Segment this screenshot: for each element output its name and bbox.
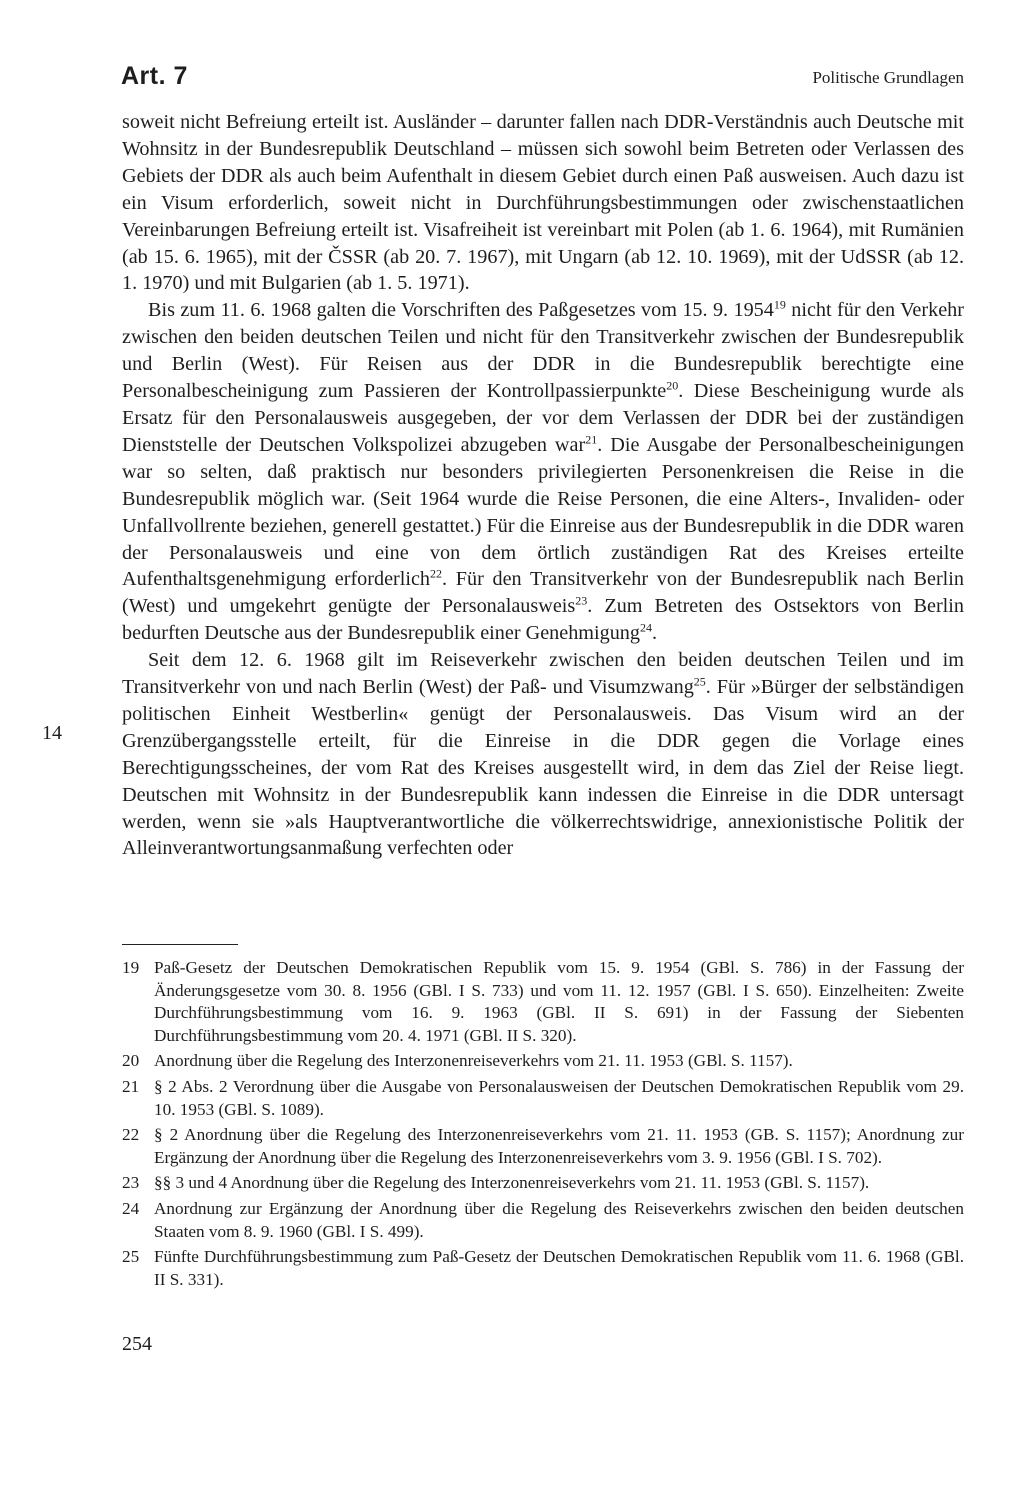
text-run: . Die Ausgabe der Personalbescheinigungen war so selten, daß praktisch nur besonders privilegierten Personenkreisen die Reise in die Bundesrepublik möglich war. (Seit 1964 wurde die Reise Personen, die eine Alters-, Invaliden- oder Unfallvollrente beziehen, generell gestattet.) Für die Einreise aus der Bundesrepublik in die DDR waren der Personalausweis und eine von dem örtlich zuständigen Rat des Kreises erteilte Aufenthaltsgenehmigung erforderlich <box>122 433 964 591</box>
footnote-number: 23 <box>122 1173 140 1193</box>
text-run: . Für den Transitverkehr von der Bundesrepublik nach Berlin (West) und umgekehrt genügte der Personalausweis <box>122 568 964 618</box>
footnote-ref: 24 <box>640 620 652 635</box>
footnote <box>122 1172 964 1195</box>
margin-number: 14 <box>42 722 62 744</box>
text-run: . <box>652 622 658 645</box>
text-run: nicht für den Verkehr zwischen den beiden deutschen Teilen und nicht für den Transitverkehr zwischen der Bundesrepublik und Berlin (West). Für Reisen aus der DDR in die Bundesrepublik berechtigte eine Personalbescheinigung zum Passieren der Kontrollpassierpunkte <box>122 299 964 403</box>
footnote-text: Anordnung über die Regelung des Interzonenreiseverkehrs vom 21. 11. 1953 (GBl. S. 1157). <box>154 1051 793 1071</box>
paragraph-2 <box>122 297 964 647</box>
footnote-text: § 2 Abs. 2 Verordnung über die Ausgabe von Personalausweisen der Deutschen Demokratischen Republik vom 29. 10. 1953 (GBl. S. 1089). <box>154 1076 964 1119</box>
footnote-ref: 22 <box>430 566 443 581</box>
footnote-number: 25 <box>122 1247 140 1267</box>
footnote-ref: 23 <box>575 593 588 608</box>
running-header-title: Politische Grundlagen <box>812 68 964 87</box>
footnote-ref: 20 <box>666 378 679 393</box>
footnote-number: 19 <box>122 958 140 977</box>
footnote <box>122 1198 964 1243</box>
footnote-text: Paß-Gesetz der Deutschen Demokratischen Republik vom 15. 9. 1954 (GBl. S. 786) in der Fassung der Änderungsgesetze vom 30. 8. 1956 (GBl. I S. 733) und vom 11. 12. 1957 (GBl. I S. 650). Einzelheiten: Zweite Durchführungsbestimmung vom 16. 9. 1963 (GBl. II S. 691) in der Fassung der Siebenten Durchführungsbestimmung vom 20. 4. 1971 (GBl. II S. 320). <box>154 958 964 1045</box>
footnote-number: 21 <box>122 1076 140 1096</box>
text-run: . Zum Betreten des Ostsektors von Berlin bedurften Deutsche aus der Bundesrepublik einer Genehmigung <box>122 595 964 645</box>
footnote-number: 20 <box>122 1051 140 1071</box>
footnote-text: Fünfte Durchführungsbestimmung zum Paß-Gesetz der Deutschen Demokratischen Republik vom 11. 6. 1968 (GBl. II S. 331). <box>154 1247 964 1289</box>
footnote-ref: 21 <box>585 432 598 447</box>
footnote-text: Anordnung zur Ergänzung der Anordnung über die Regelung des Reiseverkehrs zwischen den beiden deutschen Staaten vom 8. 9. 1960 (GBl. I S. 499). <box>154 1198 964 1241</box>
paragraph-1: soweit nicht Befreiung erteilt ist. Ausländer – darunter fallen nach DDR-Verständnis auch Deutsche mit Wohnsitz in der Bundesrepublik Deutschland – müssen sich sowohl beim Betreten oder Verlassen des Gebiets der DDR als auch beim Aufenthalt in diesem Gebiet durch einen Paß ausweisen. Auch dazu ist ein Visum erforderlich, soweit nicht in Durchführungsbestimmungen oder zwischenstaatlichen Vereinbarungen Befreiung erteilt ist. Visafreiheit ist vereinbart mit Polen (ab 1. 6. 1964), mit Rumänien (ab 15. 6. 1965), mit der ČSSR (ab 20. 7. 1967), mit Ungarn (ab 12. 10. 1969), mit der UdSSR (ab 12. 1. 1970) und mit Bulgarien (ab 1. 5. 1971). <box>122 111 964 295</box>
footnote-ref: 25 <box>693 674 706 689</box>
footnote-text: §§ 3 und 4 Anordnung über die Regelung des Interzonenreiseverkehrs vom 21. 11. 1953 (GBl. S. 1157). <box>154 1173 870 1193</box>
footnote-ref: 19 <box>773 297 786 312</box>
footnote <box>122 1124 964 1169</box>
article-label: Art. 7 <box>121 62 188 90</box>
body-text <box>122 109 964 862</box>
footnote <box>122 957 964 1047</box>
footnote-text: § 2 Anordnung über die Regelung des Interzonenreiseverkehrs vom 21. 11. 1953 (GB. S. 1157); Anordnung zur Ergänzung der Anordnung über die Regelung des Interzonenreiseverkehrs vom 3. 9. 1956 (GBl. I S. 702). <box>154 1125 964 1167</box>
footnote-number: 22 <box>122 1125 140 1145</box>
paragraph-3 <box>122 647 964 862</box>
footnote-number: 24 <box>122 1198 140 1218</box>
page-number: 254 <box>122 1333 152 1355</box>
footnote <box>122 1076 964 1121</box>
text-run: . Für »Bürger der selbständigen politischen Einheit Westberlin« genügt der Personalausweis. Das Visum wird an der Grenzübergangsstelle erteilt, für die Einreise in die DDR gegen die Vorlage eines Berechtigungsscheines, der vom Rat des Kreises ausgestellt wird, in dem das Ziel der Reise liegt. Deutschen mit Wohnsitz in der Bundesrepublik kann indessen die Einreise in die DDR untersagt werden, wenn sie »als Hauptverantwortliche die völkerrechtswidrige, annexionistische Politik der Alleinverantwortungsanmaßung verfechten oder <box>122 676 964 860</box>
footnote <box>122 1050 964 1073</box>
text-run: Bis zum 11. 6. 1968 galten die Vorschriften des Paßgesetzes vom 15. 9. 1954 <box>148 299 774 322</box>
text-run: Seit dem 12. 6. 1968 gilt im Reiseverkehr zwischen den beiden deutschen Teilen und im Transitverkehr von und nach Berlin (West) der Paß- und Visumzwang <box>122 649 964 699</box>
footnote-separator <box>122 944 238 945</box>
footnote <box>122 1246 964 1291</box>
footnotes <box>122 957 964 1294</box>
text-run: . Diese Bescheinigung wurde als Ersatz für den Personalausweis ausgegeben, der vor dem Verlassen der DDR bei der zuständigen Dienststelle der Deutschen Volkspolizei abzugeben war <box>122 380 964 456</box>
